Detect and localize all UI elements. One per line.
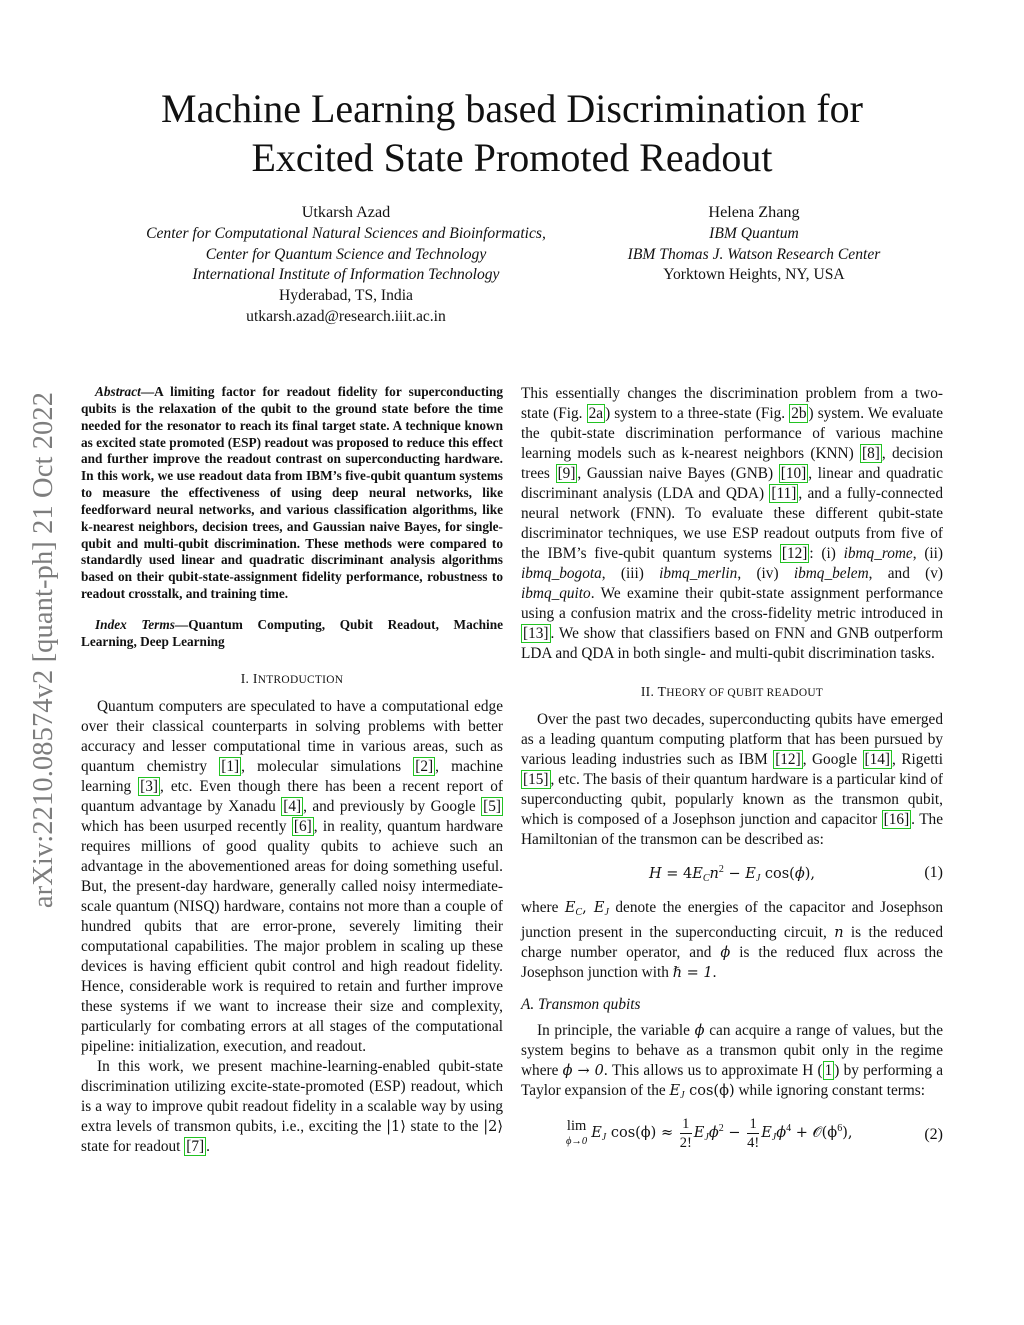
- math-subscript: J: [704, 1132, 709, 1144]
- math-symbol: n: [709, 866, 719, 882]
- index-terms-text: Quantum Computing, Qubit Readout, Machine Learning, Deep Learning: [81, 616, 504, 649]
- text-run: , etc. Even though there has been a recent report of quantum advantage by Xanadu: [81, 777, 503, 815]
- math-symbol: E: [761, 1125, 772, 1142]
- math-subscript: J: [601, 1132, 607, 1144]
- right-paragraph-1: [521, 384, 943, 664]
- text-run: , and (v): [868, 565, 943, 582]
- equation-2: [521, 1112, 943, 1160]
- citation-link[interactable]: [11]: [771, 485, 797, 502]
- text-run: , Gaussian naive Bayes (GNB): [577, 465, 779, 482]
- citation-link[interactable]: [15]: [523, 771, 549, 788]
- equation-number: (2): [924, 1126, 943, 1143]
- math-symbol: ϕ: [776, 1125, 787, 1142]
- title-line-2: Excited State Promoted Readout: [251, 135, 773, 180]
- arxiv-identifier-stamp: arXiv:2210.08574v2 [quant-ph] 21 Oct 2022: [28, 391, 59, 909]
- intro-paragraph-2: [81, 1057, 503, 1157]
- theory-paragraph-1: [521, 710, 943, 850]
- equation-2-body: [521, 1115, 943, 1152]
- equation-1-body: [521, 864, 943, 884]
- abstract-label: Abstract: [95, 384, 141, 399]
- citation-link[interactable]: [1]: [221, 757, 240, 775]
- transmon-paragraph-1: [521, 1021, 943, 1106]
- intro-paragraph-1: [81, 697, 503, 1057]
- math-symbol: ϕ: [720, 945, 731, 961]
- math-operator: ,: [582, 900, 594, 916]
- citation-link[interactable]: [2]: [415, 757, 434, 775]
- text-run: , (ii): [912, 545, 944, 562]
- limit-subscript: ϕ→0: [566, 1135, 588, 1147]
- text-run: where: [521, 899, 565, 916]
- text-run: , (iv): [737, 565, 794, 582]
- math-superscript: 6: [837, 1123, 843, 1135]
- section-title-rest: NTRODUCTION: [257, 673, 344, 686]
- text-run: .: [206, 1137, 210, 1155]
- text-run: Over the past two decades, superconducting qubits have emerged as a leading quantum computing platform that has been pursued by various leading industries such as IBM: [521, 711, 943, 768]
- math-symbol: E: [745, 866, 756, 882]
- citation-link[interactable]: [7]: [186, 1137, 205, 1155]
- math-symbol: E: [564, 900, 576, 916]
- author-name: Helena Zhang: [708, 203, 800, 221]
- text-run: , (iii): [601, 565, 660, 582]
- text-run: . We examine their qubit-state assignment performance using a confusion matrix and the cross-fidelity metric introduced in: [521, 585, 943, 622]
- section-numeral: II.: [640, 684, 658, 699]
- math-symbol: E: [693, 1125, 705, 1142]
- text-run: while ignoring constant terms:: [734, 1082, 925, 1099]
- backend-name: ibmq_rome: [843, 545, 913, 562]
- citation-link[interactable]: [4]: [283, 797, 302, 815]
- figure-link[interactable]: 2a: [588, 405, 604, 422]
- fraction-denominator: 2!: [679, 1135, 692, 1151]
- author-location: Hyderabad, TS, India: [279, 287, 413, 305]
- citation-link[interactable]: [6]: [293, 817, 312, 835]
- text-run: , in reality, quantum hardware requires millions of good quality qubits to achieve such an advantage in the abovementioned areas for doing something useful. But, the present-day hardware, generally called noisy intermediate-scale quantum (NISQ) hardware, contains not more than a couple of hundred qubits that are error-prone, severely limiting their computational capabilities. The major problem in scaling up these devices is having efficient qubit control and high readout fidelity. Hence, considerable work is required to retain and further improve these systems if we want to increase their size and complexity, particularly for combating errors at all stages of the computational pipeline: initialization, execution, and readout.: [81, 817, 503, 1055]
- text-run: . This allows us to approximate H (: [603, 1062, 823, 1079]
- text-run: which has been usurped recently: [81, 817, 292, 835]
- author-affiliation: Center for Computational Natural Sciences and Bioinformatics,: [146, 224, 546, 242]
- text-run: can acquire a range of values, but the system begins to behave as a transmon qubit only in the regime where: [521, 1022, 943, 1079]
- backend-name: ibmq_quito: [521, 585, 591, 602]
- math-subscript: C: [575, 907, 583, 918]
- math-limit: [566, 1118, 587, 1150]
- math-subscript: C: [702, 873, 710, 884]
- math-symbol: ϕ → 0: [562, 1063, 604, 1079]
- text-run: In this work, we present machine-learning-enabled qubit-state discrimination utilizing excite-state-promoted (ESP) readout, which is a way to improve qubit readout fidelity in a scalable way by using extra levels of transmon qubits, i.e., exciting the: [81, 1057, 503, 1135]
- citation-link[interactable]: [16]: [883, 811, 910, 828]
- math-symbol: ℏ = 1: [672, 965, 713, 981]
- backend-name: ibmq_bogota: [521, 565, 602, 582]
- math-operator: ),: [842, 1125, 853, 1142]
- section-initial: T: [657, 684, 667, 699]
- text-run: , machine learning: [81, 757, 503, 795]
- author-affiliation: Center for Quantum Science and Technology: [205, 245, 487, 263]
- author-affiliation: IBM Quantum: [709, 224, 799, 242]
- text-run: Quantum computers are speculated to have a computational edge over their classical counterparts in solving problems with better accuracy and lesser computational time in various areas, such as quantum chemistry: [81, 697, 503, 775]
- figure-link[interactable]: 2b: [791, 405, 807, 422]
- fraction-numerator: 1: [680, 1115, 692, 1134]
- author-name: Utkarsh Azad: [301, 203, 391, 221]
- backend-name: ibmq_belem: [793, 565, 869, 582]
- text-run: is the reduced flux across the Josephson junction with: [521, 944, 943, 981]
- text-run: denote the energies of the capacitor and Josephson junction present in the superconducting circuit,: [521, 899, 944, 941]
- math-operator: −: [723, 1125, 746, 1142]
- text-run: : (i): [809, 545, 844, 562]
- section-heading-introduction: [81, 670, 503, 689]
- math-subscript: J: [771, 1132, 777, 1144]
- section-title-rest: HEORY OF QUBIT READOUT: [666, 687, 824, 699]
- text-run: state to the: [405, 1117, 484, 1135]
- citation-link[interactable]: [12]: [781, 545, 808, 562]
- text-run: , Google: [802, 751, 863, 768]
- citation-link[interactable]: [3]: [140, 777, 158, 795]
- text-run: In principle, the variable: [537, 1022, 695, 1039]
- citation-link[interactable]: [5]: [483, 797, 501, 815]
- backend-name: ibmq_merlin: [659, 565, 738, 582]
- text-run: , decision trees: [521, 445, 943, 482]
- fraction-denominator: 4!: [747, 1135, 760, 1151]
- math-symbol: E: [669, 1083, 681, 1099]
- text-run: .: [712, 964, 717, 981]
- section-heading-theory: [521, 683, 943, 702]
- math-fraction: [680, 1115, 692, 1152]
- limit-word: lim: [566, 1117, 587, 1134]
- text-run: ) system to a three-state (Fig.: [605, 405, 790, 422]
- right-column: [521, 384, 943, 1160]
- equation-number: (1): [924, 864, 943, 881]
- citation-link[interactable]: [12]: [775, 751, 801, 768]
- text-run: ) system. We evaluate the qubit-state discrimination performance of various machine learning models such as k-nearest neighbors (KNN): [521, 405, 943, 462]
- citation-link[interactable]: [14]: [864, 751, 891, 768]
- citation-link[interactable]: [10]: [780, 465, 807, 482]
- math-symbol: ϕ: [694, 1023, 705, 1039]
- abstract-dash: —: [140, 384, 155, 399]
- text-run: , and a fully-connected neural network (FNN). To evaluate these different qubit-state discriminator techniques, we use ESP readout outputs from five of the IBM’s five-qubit quantum systems: [521, 485, 943, 562]
- math-operator: = 4: [661, 866, 693, 882]
- equation-1: [521, 858, 943, 892]
- equation-link[interactable]: 1: [824, 1062, 833, 1079]
- abstract: [81, 384, 503, 603]
- citation-link[interactable]: [9]: [557, 465, 576, 482]
- text-run: . We show that classifiers based on FNN and GNB outperform LDA and QDA in both single- and multi-qubit discrimination tasks.: [521, 625, 943, 662]
- text-run: ) by performing a Taylor expansion of the: [521, 1062, 944, 1099]
- math-superscript: 2: [718, 864, 724, 875]
- math-function: cos(ϕ): [684, 1083, 735, 1099]
- text-run: , molecular simulations: [241, 757, 414, 775]
- math-function: cos(ϕ) ≈: [606, 1125, 678, 1142]
- text-run: . The Hamiltonian of the transmon can be described as:: [521, 811, 943, 848]
- math-symbol: ϕ: [708, 1125, 719, 1142]
- index-terms-label: Index Terms: [95, 616, 175, 632]
- ket-symbol: |1⟩: [386, 1118, 406, 1135]
- math-operator: ),: [804, 866, 815, 882]
- index-terms: [81, 617, 503, 651]
- fraction-numerator: 1: [747, 1115, 759, 1134]
- math-symbol: n: [834, 925, 844, 941]
- math-subscript: J: [755, 873, 761, 884]
- math-superscript: 4: [786, 1123, 792, 1135]
- abstract-text: A limiting factor for readout fidelity for superconducting qubits is the relaxation of the qubit to the ground state before the time needed for the resonator to reach its final target state. A technique known as excited state promoted (ESP) readout was proposed to reduce this effect and further improve the readout contrast on superconducting hardware. In this work, we use readout data from IBM’s five-qubit quantum systems to measure the effectiveness of using deep neural networks, like feedforward neural networks, and various classification algorithms, like k-nearest neighbors, decision trees, and Gaussian naive Bayes, for single-qubit and multi-qubit discrimination. These methods were compared to standardly used linear and quadratic discriminant analysis algorithms based on their qubit-state-assignment fidelity performance, robustness to readout crosstalk, and training time.: [81, 384, 503, 602]
- theory-paragraph-2: [521, 898, 943, 983]
- math-subscript: J: [680, 1090, 685, 1101]
- math-fraction: [747, 1115, 759, 1152]
- math-symbol: E: [593, 900, 605, 916]
- paper-title: [80, 84, 944, 182]
- text-run: , Rigetti: [892, 751, 943, 768]
- author-affiliation: IBM Thomas J. Watson Research Center: [627, 245, 881, 263]
- text-run: state for readout: [81, 1137, 185, 1155]
- math-operator: + 𝒪(ϕ: [791, 1125, 838, 1142]
- author-email: utkarsh.azad@research.iiit.ac.in: [246, 307, 446, 325]
- left-column: [81, 384, 503, 1157]
- section-numeral: I.: [240, 670, 253, 686]
- math-operator: −: [723, 866, 746, 882]
- text-run: This essentially changes the discrimination problem from a two-state (Fig.: [521, 385, 943, 422]
- math-symbol: H: [648, 866, 662, 882]
- math-function: cos(: [760, 866, 795, 882]
- citation-link[interactable]: [8]: [862, 445, 880, 462]
- math-symbol: E: [692, 866, 703, 882]
- ket-symbol: |2⟩: [483, 1118, 504, 1135]
- math-symbol: E: [591, 1125, 602, 1142]
- text-run: , linear and quadratic discriminant analysis (LDA and QDA): [521, 465, 943, 502]
- subsection-heading-transmon: A. Transmon qubits: [521, 996, 641, 1013]
- text-run: , and previously by Google: [303, 797, 482, 815]
- math-subscript: J: [604, 907, 609, 918]
- author-affiliation: International Institute of Information Technology: [192, 266, 500, 284]
- author-location: Yorktown Heights, NY, USA: [663, 266, 845, 284]
- text-run: is the reduced charge number operator, and: [521, 924, 943, 961]
- math-superscript: 2: [718, 1123, 724, 1135]
- index-terms-dash: —: [174, 616, 189, 632]
- math-symbol: ϕ: [794, 866, 805, 882]
- author-block-azad: [100, 202, 592, 328]
- author-block-zhang: [580, 202, 928, 286]
- title-line-1: Machine Learning based Discrimination for: [161, 86, 863, 131]
- citation-link[interactable]: [13]: [523, 625, 549, 642]
- section-initial: I: [252, 670, 258, 686]
- text-run: , etc. The basis of their quantum hardware is a particular kind of superconducting qubit, popularly known as the transmon qubit, which is composed of a Josephson junction and capacitor: [521, 771, 943, 828]
